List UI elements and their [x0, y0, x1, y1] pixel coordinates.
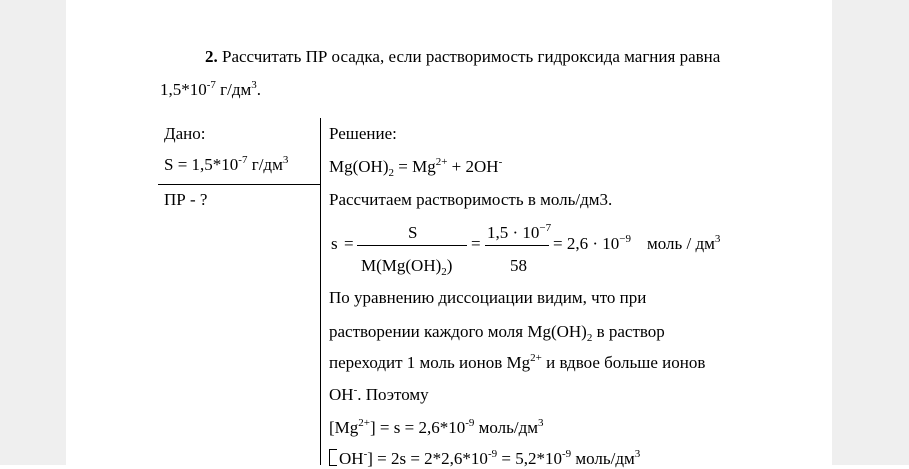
- table-divider-horizontal: [158, 184, 320, 185]
- oh-unit-exp: 3: [634, 448, 641, 460]
- given-s-unit-exp: 3: [282, 154, 289, 166]
- mg-exp: -9: [465, 417, 475, 429]
- problem-value: 1,5*10: [160, 80, 207, 99]
- p3-b: и вдвое больше ионов: [541, 353, 706, 372]
- eq-mid-sup: 2+: [435, 156, 448, 168]
- given-header: Дано:: [164, 124, 206, 143]
- fraction1-numerator: S: [408, 223, 418, 242]
- table-divider-vertical: [320, 118, 321, 465]
- problem-exp: -7: [206, 79, 216, 91]
- mg-a: [Mg: [329, 418, 359, 437]
- oh-sup: -: [363, 448, 368, 460]
- formula-s: s: [331, 234, 338, 253]
- oh-a: OH: [339, 449, 364, 468]
- problem-number: 2.: [205, 47, 218, 66]
- formula-eq1: =: [344, 234, 354, 253]
- p4-a: OH: [329, 385, 354, 404]
- oh-bracket: [329, 449, 337, 466]
- fraction2-numerator: [487, 223, 551, 243]
- oh-exp2: -9: [561, 448, 572, 460]
- p2-b: в раствор: [592, 322, 665, 341]
- mg-concentration: [329, 418, 544, 438]
- mg-unit: моль/дм: [474, 418, 539, 437]
- p4-b: . Поэтому: [357, 385, 429, 404]
- fraction2-bar: [485, 245, 549, 246]
- oh-unit: моль/дм: [571, 449, 635, 468]
- explanation-line-4: [329, 385, 429, 405]
- eq-left: Mg(OH): [329, 157, 389, 176]
- unit-exp: 3: [714, 233, 721, 245]
- calc-text: Рассчитаем растворимость в моль/дм3.: [329, 190, 613, 209]
- den1-sub: 2: [441, 266, 447, 278]
- given-s-exp: -7: [238, 154, 248, 166]
- result-exp: −9: [619, 233, 631, 245]
- problem-unit: г/дм: [215, 80, 252, 99]
- den1-a: M(Mg(OH): [361, 256, 442, 275]
- eq-right-sup: -: [498, 156, 503, 168]
- left-margin: [0, 0, 66, 465]
- solution-header: Решение:: [329, 124, 397, 143]
- num2-base: 1,5 · 10: [487, 223, 540, 242]
- mg-sup: 2+: [358, 417, 370, 429]
- fraction2-denominator: 58: [510, 256, 527, 275]
- eq-right: + 2OH: [447, 157, 499, 176]
- explanation-line-1: По уравнению диссоциации видим, что при: [329, 288, 647, 307]
- given-s: [164, 155, 288, 175]
- p2-a: растворении каждого моля Mg(OH): [329, 322, 587, 341]
- p4-sup: -: [353, 384, 358, 396]
- explanation-line-3: [329, 353, 705, 373]
- dissociation-equation: [329, 157, 502, 177]
- result-value: = 2,6 · 10: [553, 234, 620, 253]
- oh-c: = 5,2*10: [497, 449, 562, 468]
- num2-exp: −7: [539, 222, 552, 234]
- given-s-unit: г/дм: [247, 155, 283, 174]
- problem-line-2: [160, 80, 261, 100]
- formula-unit: [647, 234, 720, 254]
- problem-unit-exp: 3: [251, 79, 257, 91]
- formula-eq2: =: [471, 234, 481, 253]
- p3-sup: 2+: [530, 352, 542, 364]
- problem-text: Рассчитать ПР осадка, если растворимость гидроксида магния равна: [222, 47, 721, 66]
- p2-sub: 2: [586, 332, 593, 344]
- fraction1-denominator: [361, 256, 452, 276]
- oh-b: ] = 2s = 2*2,6*10: [367, 449, 488, 468]
- problem-end: .: [256, 80, 262, 99]
- explanation-line-2: [329, 322, 665, 342]
- eq-mid: = Mg: [394, 157, 436, 176]
- right-margin: [832, 0, 909, 465]
- p3-a: переходит 1 моль ионов Mg: [329, 353, 531, 372]
- given-s-value: S = 1,5*10: [164, 155, 239, 174]
- formula-result: [553, 234, 631, 254]
- oh-concentration: [329, 449, 640, 469]
- mg-unit-exp: 3: [538, 417, 544, 429]
- mg-b: ] = s = 2,6*10: [370, 418, 466, 437]
- fraction1-bar: [357, 245, 467, 246]
- given-find: ПР - ?: [164, 190, 208, 209]
- unit-text: моль / дм: [647, 234, 715, 253]
- den1-b: ): [446, 256, 453, 275]
- oh-exp1: -9: [487, 448, 498, 460]
- eq-left-sub: 2: [388, 167, 394, 179]
- problem-line-1: [205, 47, 720, 67]
